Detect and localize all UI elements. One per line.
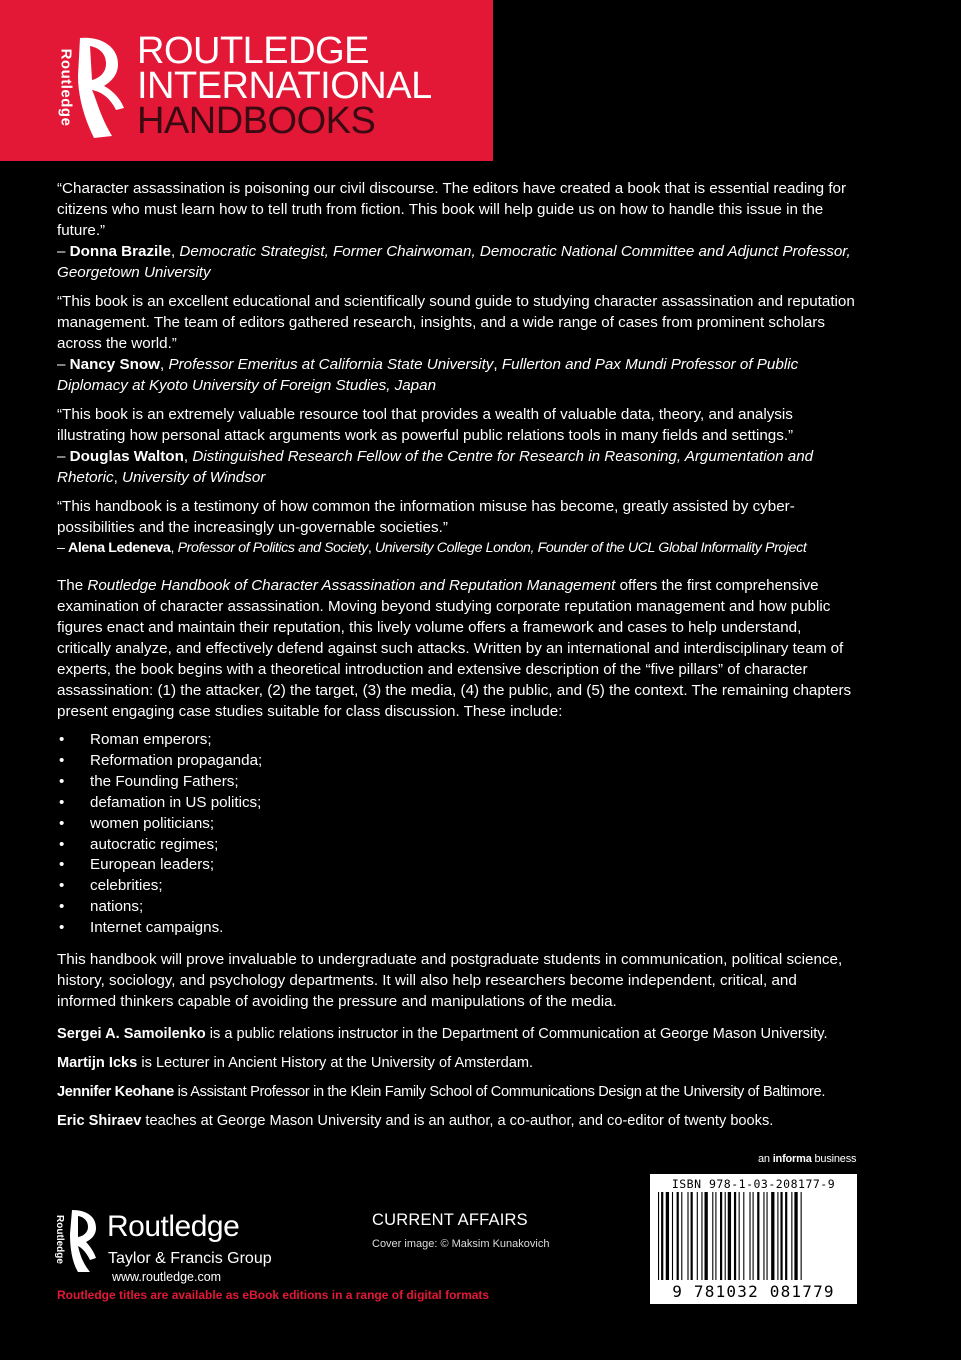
endorser-affiliation: Fullerton and Pax Mundi Professor of Public Diplomacy at Kyoto University of Foreign Studies, Japan — [57, 356, 799, 394]
routledge-profile-logo-icon — [74, 36, 128, 140]
quote-attribution: – Douglas Walton, Distinguished Research Fellow of the Centre for Research in Reasoning, Argumentation and Rhetoric, University of Windsor — [57, 448, 814, 486]
list-item: • Reformation propaganda; — [57, 751, 857, 772]
publisher-group: Taylor & Francis Group — [108, 1250, 272, 1267]
book-description: The Routledge Handbook of Character Assassination and Reputation Management offers the first comprehensive examination of character assassination. Moving beyond studying corporate reputation management and how public figures enact and maintain their reputation, this lively volume offers a framework and cases to help understand, critically analyze, and effectively defend against such attacks. Written by an international and interdisciplinary team of experts, the book begins with a theoretical introduction and extensive description of the “five pillars” of character assassination: (1) the attacker, (2) the target, (3) the media, (4) the public, and (5) the context. The remaining chapters present engaging case studies suitable for class discussion. These include: — [57, 577, 852, 720]
back-cover-text — [57, 178, 857, 1140]
endorser-title: Professor Emeritus at California State University — [168, 356, 494, 373]
editor-name: Jennifer Keohane — [57, 1084, 174, 1101]
endorsement-quote — [57, 291, 857, 396]
endorser-affiliation: Former Chairwoman, Democratic National Committee and Adjunct Professor, Georgetown University — [57, 243, 851, 281]
editor-name: Sergei A. Samoilenko — [57, 1026, 206, 1043]
list-item: • autocratic regimes; — [57, 835, 857, 856]
list-item: • Internet campaigns. — [57, 918, 857, 939]
endorsement-quote — [57, 178, 857, 283]
quote-attribution: – Donna Brazile, Democratic Strategist, Former Chairwoman, Democratic National Committee and Adjunct Professor, Georgetown University — [57, 243, 851, 281]
series-line-3: HANDBOOKS — [137, 100, 376, 142]
series-line-1: ROUTLEDGE — [137, 30, 369, 72]
informa-tagline: an informa business — [758, 1153, 857, 1165]
editor-name: Eric Shiraev — [57, 1113, 142, 1130]
editor-bio: Eric Shiraev teaches at George Mason University and is an author, a co-author, and co-editor of twenty books. — [57, 1113, 774, 1130]
editor-name: Martijn Icks — [57, 1055, 138, 1072]
list-item: • nations; — [57, 897, 857, 918]
list-item: • celebrities; — [57, 876, 857, 897]
endorser-affiliation: University of Windsor — [122, 469, 266, 486]
audience-paragraph: This handbook will prove invaluable to undergraduate and postgraduate students in communication, political science, history, sociology, and psychology departments. It will also help researchers become independent, critical, and informed thinkers capable of avoiding the pressure and manipulations of the media. — [57, 951, 843, 1011]
case-study-list — [57, 730, 857, 939]
publisher-url: www.routledge.com — [112, 1270, 222, 1284]
barcode-bars — [658, 1192, 849, 1280]
barcode-digits: 9 781032 081779 — [672, 1282, 835, 1301]
series-title — [137, 30, 432, 142]
quote-text: “This book is an extremely valuable resource tool that provides a wealth of valuable data, theory, and analysis illustrating how personal attack arguments work as powerful public relations tools in many fields and settings.” — [57, 406, 794, 444]
informa-brand: informa — [772, 1153, 812, 1165]
endorser-name: Nancy Snow — [69, 356, 160, 373]
list-item: • defamation in US politics; — [57, 793, 857, 814]
ebook-note: Routledge titles are available as eBook editions in a range of digital formats — [57, 1288, 490, 1302]
endorser-title: Democratic Strategist — [179, 243, 325, 260]
endorser-title: Professor of Politics and Society — [177, 540, 368, 556]
cover-image-credit: Cover image: © Maksim Kunakovich — [372, 1238, 550, 1250]
editor-bio: Martijn Icks is Lecturer in Ancient History at the University of Amsterdam. — [57, 1055, 534, 1072]
quote-text: “This book is an excellent educational and scientifically sound guide to studying character assassination and reputation management. The team of editors gathered research, insights, and a wide range of cases from prominent scholars across the world.” — [57, 293, 855, 352]
series-banner — [0, 0, 493, 161]
endorser-name: Douglas Walton — [69, 448, 184, 465]
list-item: • women politicians; — [57, 814, 857, 835]
subject-category: CURRENT AFFAIRS — [372, 1211, 528, 1229]
isbn-barcode — [650, 1174, 857, 1304]
publisher-vertical-wordmark: Routledge — [53, 1214, 65, 1264]
endorser-affiliation: University College London, Founder of the UCL Global Informality Project — [374, 540, 807, 556]
editor-bio: Sergei A. Samoilenko is a public relations instructor in the Department of Communication at George Mason University. — [57, 1026, 828, 1043]
endorser-title: Distinguished Research Fellow of the Centre for Research in Reasoning, Argumentation and Rhetoric — [57, 448, 814, 486]
quote-attribution: – Nancy Snow, Professor Emeritus at California State University, Fullerton and Pax Mundi Professor of Public Diplomacy at Kyoto University of Foreign Studies, Japan — [57, 356, 799, 394]
series-line-2: INTERNATIONAL — [137, 65, 432, 107]
list-item: • the Founding Fathers; — [57, 772, 857, 793]
list-item: • European leaders; — [57, 855, 857, 876]
endorser-name: Donna Brazile — [69, 243, 171, 260]
isbn-label: ISBN 978-1-03-208177-9 — [671, 1177, 836, 1191]
endorser-name: Alena Ledeneva — [68, 540, 171, 556]
quote-text: “Character assassination is poisoning our civil discourse. The editors have created a book that is essential reading for citizens who must learn how to tell truth from fiction. This book will help guide us on how to handle this issue in the future.” — [57, 180, 847, 239]
quote-text: “This handbook is a testimony of how common the information misuse has become, greatly assisted by cyber-possibilities and the increasingly un-governable societies.” — [57, 498, 795, 536]
endorsement-quote — [57, 496, 857, 559]
routledge-vertical-wordmark: Routledge — [57, 48, 75, 126]
list-item: • Roman emperors; — [57, 730, 857, 751]
quote-attribution: – Alena Ledeneva, Professor of Politics and Society, University College London, Founder of the UCL Global Informality Project — [57, 540, 807, 556]
editor-bio: Jennifer Keohane is Assistant Professor in the Klein Family School of Communications Design at the University of Baltimore. — [57, 1084, 826, 1101]
endorsement-quote — [57, 404, 857, 488]
book-title: Routledge Handbook of Character Assassination and Reputation Management — [87, 577, 616, 594]
publisher-name: Routledge — [107, 1210, 240, 1243]
